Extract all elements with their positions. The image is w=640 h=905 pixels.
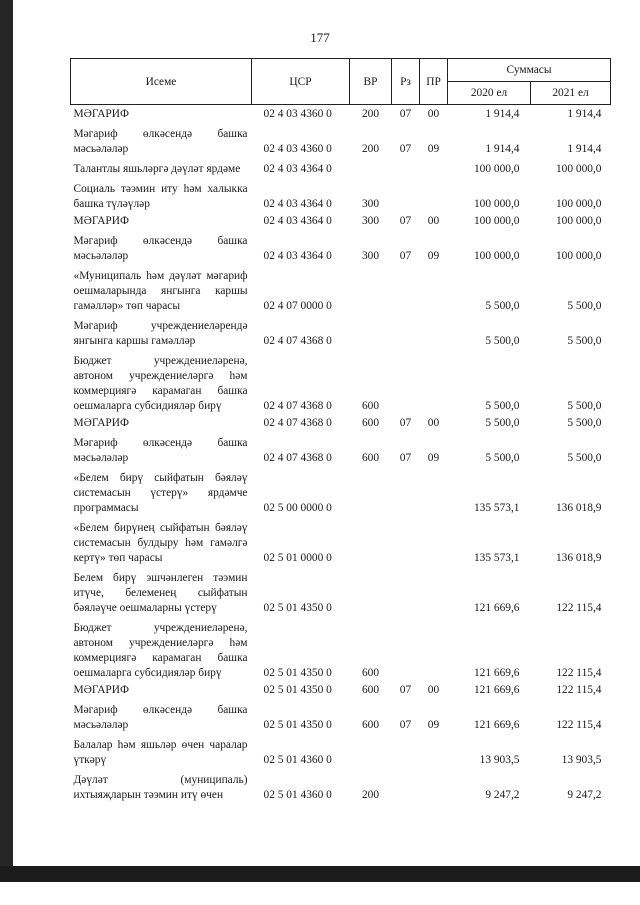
row-csr: 02 5 01 4350 0 [263, 684, 332, 696]
row-sum-2020: 121 669,6 [473, 684, 520, 696]
row-vr [350, 516, 392, 566]
row-pr: 09 [427, 452, 440, 464]
table-row [71, 229, 611, 264]
row-name: Мәгариф өлкәсендә башка мәсьәләләр [73, 128, 248, 155]
row-rz [392, 314, 420, 349]
table-row [71, 681, 611, 698]
row-sum-2020: 5 500,0 [485, 400, 520, 412]
row-sum-2020: 135 573,1 [473, 552, 520, 564]
table-body [71, 105, 611, 804]
row-pr: 00 [427, 215, 440, 227]
header-name: Исеме [71, 59, 252, 105]
row-rz [392, 733, 420, 768]
row-csr: 02 5 01 4360 0 [263, 754, 332, 766]
row-vr: 200 [361, 108, 380, 120]
header-vr: ВР [350, 59, 392, 105]
row-sum-2020: 5 500,0 [485, 452, 520, 464]
row-pr: 00 [427, 684, 440, 696]
row-name: Мәгариф өлкәсендә башка мәсьәләләр [73, 235, 248, 262]
table-row [71, 177, 611, 212]
row-rz: 07 [399, 452, 412, 464]
row-sum-2021: 5 500,0 [567, 335, 602, 347]
row-rz: 07 [399, 417, 412, 429]
row-rz: 07 [399, 684, 412, 696]
row-csr: 02 4 07 4368 0 [263, 417, 332, 429]
row-sum-2020: 100 000,0 [473, 163, 520, 175]
table-row [71, 264, 611, 314]
header-year-2021: 2021 ел [531, 82, 611, 105]
row-vr [350, 733, 392, 768]
row-vr: 300 [361, 215, 380, 227]
row-vr [350, 157, 392, 177]
row-pr [420, 768, 448, 803]
row-pr [420, 314, 448, 349]
table-row [71, 157, 611, 177]
row-sum-2020: 9 247,2 [485, 789, 520, 801]
row-pr [420, 264, 448, 314]
row-name: Мәгариф өлкәсендә башка мәсьәләләр [73, 704, 248, 731]
row-sum-2020: 1 914,4 [485, 108, 520, 120]
row-vr: 600 [361, 667, 380, 679]
row-name: «Белем бирүнең сыйфатын бәяләү системасын булдыру һәм гамәлгә кертү» төп чарасы [73, 522, 248, 564]
table-row [71, 516, 611, 566]
row-vr: 600 [361, 417, 380, 429]
row-csr: 02 5 01 0000 0 [263, 552, 332, 564]
row-vr: 600 [361, 452, 380, 464]
table-row [71, 314, 611, 349]
row-vr: 200 [361, 789, 380, 801]
row-name: Мәгариф өлкәсендә башка мәсьәләләр [73, 437, 248, 464]
scan-left-edge [0, 0, 13, 872]
row-vr: 600 [361, 719, 380, 731]
row-pr: 00 [427, 417, 440, 429]
row-sum-2021: 136 018,9 [555, 502, 602, 514]
row-sum-2020: 100 000,0 [473, 198, 520, 210]
table-row [71, 431, 611, 466]
row-sum-2021: 136 018,9 [555, 552, 602, 564]
row-name: Бюджет учреждениеләренә, автоном учреждениеләргә һәм коммерциягә карамаган башка оешмаларга субсидияләр бирү [73, 355, 248, 412]
table-row [71, 122, 611, 157]
row-csr: 02 4 07 4368 0 [263, 400, 332, 412]
row-pr [420, 157, 448, 177]
row-sum-2020: 5 500,0 [485, 300, 520, 312]
row-name: «Муниципаль һәм дәүләт мәгариф оешмаларында янгынга каршы гамәлләр» төп чарасы [73, 270, 248, 312]
row-csr: 02 5 01 4350 0 [263, 667, 332, 679]
row-vr: 600 [361, 684, 380, 696]
row-sum-2020: 5 500,0 [485, 417, 520, 429]
row-rz [392, 566, 420, 616]
row-sum-2020: 5 500,0 [485, 335, 520, 347]
row-vr [350, 264, 392, 314]
row-pr: 09 [427, 143, 440, 155]
row-sum-2020: 121 669,6 [473, 719, 520, 731]
table-row [71, 105, 611, 123]
row-sum-2020: 100 000,0 [473, 250, 520, 262]
row-csr: 02 5 01 4360 0 [263, 789, 332, 801]
row-sum-2021: 13 903,5 [561, 754, 602, 766]
row-pr [420, 177, 448, 212]
row-csr: 02 4 07 4368 0 [263, 335, 332, 347]
scan-bottom-edge [0, 866, 640, 882]
row-sum-2021: 100 000,0 [555, 250, 602, 262]
table-row [71, 349, 611, 414]
header-year-2020: 2020 ел [448, 82, 531, 105]
row-vr [350, 566, 392, 616]
row-csr: 02 4 07 0000 0 [263, 300, 332, 312]
row-sum-2021: 5 500,0 [567, 300, 602, 312]
row-sum-2021: 122 115,4 [556, 667, 602, 679]
row-name: Социаль тәэмин иту һәм халыкка башка түләүләр [73, 183, 248, 210]
row-vr: 300 [361, 250, 380, 262]
row-sum-2021: 122 115,4 [556, 684, 602, 696]
row-sum-2020: 121 669,6 [473, 667, 520, 679]
row-rz [392, 768, 420, 803]
row-sum-2020: 135 573,1 [473, 502, 520, 514]
row-vr: 300 [361, 198, 380, 210]
row-csr: 02 4 03 4360 0 [263, 143, 332, 155]
row-name: МӘГАРИФ [73, 108, 129, 120]
row-rz [392, 349, 420, 414]
row-sum-2021: 5 500,0 [567, 452, 602, 464]
row-rz: 07 [399, 215, 412, 227]
row-sum-2021: 100 000,0 [555, 215, 602, 227]
row-sum-2021: 5 500,0 [567, 400, 602, 412]
row-name: МӘГАРИФ [73, 417, 129, 429]
header-rz: Рз [392, 59, 420, 105]
header-sums: Суммасы [448, 59, 611, 82]
row-sum-2021: 1 914,4 [567, 143, 602, 155]
table-row [71, 616, 611, 681]
row-sum-2020: 100 000,0 [473, 215, 520, 227]
row-rz [392, 516, 420, 566]
row-rz: 07 [399, 250, 412, 262]
row-name: МӘГАРИФ [73, 684, 129, 696]
row-rz: 07 [399, 719, 412, 731]
row-sum-2021: 122 115,4 [556, 719, 602, 731]
row-rz: 07 [399, 143, 412, 155]
row-pr [420, 516, 448, 566]
row-sum-2020: 1 914,4 [485, 143, 520, 155]
row-sum-2021: 9 247,2 [567, 789, 602, 801]
row-csr: 02 5 01 4350 0 [263, 719, 332, 731]
row-name: Белем бирү эшчәнлеген тәэмин итүче, белеменең сыйфатын бәяләүче оешмаларны үстерү [73, 572, 248, 614]
row-rz: 07 [399, 108, 412, 120]
row-csr: 02 4 03 4364 0 [263, 163, 332, 175]
row-name: «Белем бирү сыйфатын бәяләү системасын үстерү» ярдәмче программасы [73, 472, 248, 514]
row-name: МӘГАРИФ [73, 215, 129, 227]
row-name: Бюджет учреждениеләренә, автоном учреждениеләргә һәм коммерциягә карамаган башка оешмаларга субсидияләр бирү [73, 622, 248, 679]
table-header [71, 59, 611, 105]
table-row [71, 212, 611, 229]
row-sum-2021: 100 000,0 [555, 163, 602, 175]
row-vr: 600 [361, 400, 380, 412]
row-pr [420, 566, 448, 616]
row-sum-2021: 5 500,0 [567, 417, 602, 429]
table-row [71, 566, 611, 616]
table-row [71, 466, 611, 516]
table-row [71, 768, 611, 803]
budget-table-container [70, 58, 610, 803]
row-rz [392, 616, 420, 681]
row-vr [350, 314, 392, 349]
row-name: Балалар һәм яшьләр өчен чаралар үткәрү [73, 739, 248, 766]
row-name: Талантлы яшьләргә дәүләт ярдәме [73, 163, 241, 175]
row-name: Мәгариф учреждениеләрендә янгынга каршы гамәлләр [73, 320, 248, 347]
row-sum-2021: 100 000,0 [555, 198, 602, 210]
row-rz [392, 264, 420, 314]
row-pr [420, 466, 448, 516]
page-number: 177 [310, 30, 330, 45]
row-pr: 00 [427, 108, 440, 120]
row-vr [350, 466, 392, 516]
row-sum-2020: 121 669,6 [473, 602, 520, 614]
row-sum-2021: 122 115,4 [556, 602, 602, 614]
row-pr: 09 [427, 719, 440, 731]
table-row [71, 414, 611, 431]
row-rz [392, 466, 420, 516]
row-sum-2021: 1 914,4 [567, 108, 602, 120]
row-name: Дәүләт (муниципаль) ихтыяҗларын тәэмин итү өчен [73, 774, 248, 801]
row-rz [392, 157, 420, 177]
header-csr: ЦСР [252, 59, 350, 105]
row-csr: 02 4 03 4360 0 [263, 108, 332, 120]
row-rz [392, 177, 420, 212]
row-csr: 02 4 03 4364 0 [263, 198, 332, 210]
row-csr: 02 5 01 4350 0 [263, 602, 332, 614]
table-row [71, 698, 611, 733]
budget-table [70, 58, 611, 803]
row-csr: 02 4 07 4368 0 [263, 452, 332, 464]
row-pr [420, 616, 448, 681]
row-pr [420, 733, 448, 768]
row-csr: 02 4 03 4364 0 [263, 215, 332, 227]
row-csr: 02 5 00 0000 0 [263, 502, 332, 514]
row-csr: 02 4 03 4364 0 [263, 250, 332, 262]
row-pr [420, 349, 448, 414]
row-pr: 09 [427, 250, 440, 262]
header-pr: ПР [420, 59, 448, 105]
row-sum-2020: 13 903,5 [479, 754, 520, 766]
row-vr: 200 [361, 143, 380, 155]
table-row [71, 733, 611, 768]
